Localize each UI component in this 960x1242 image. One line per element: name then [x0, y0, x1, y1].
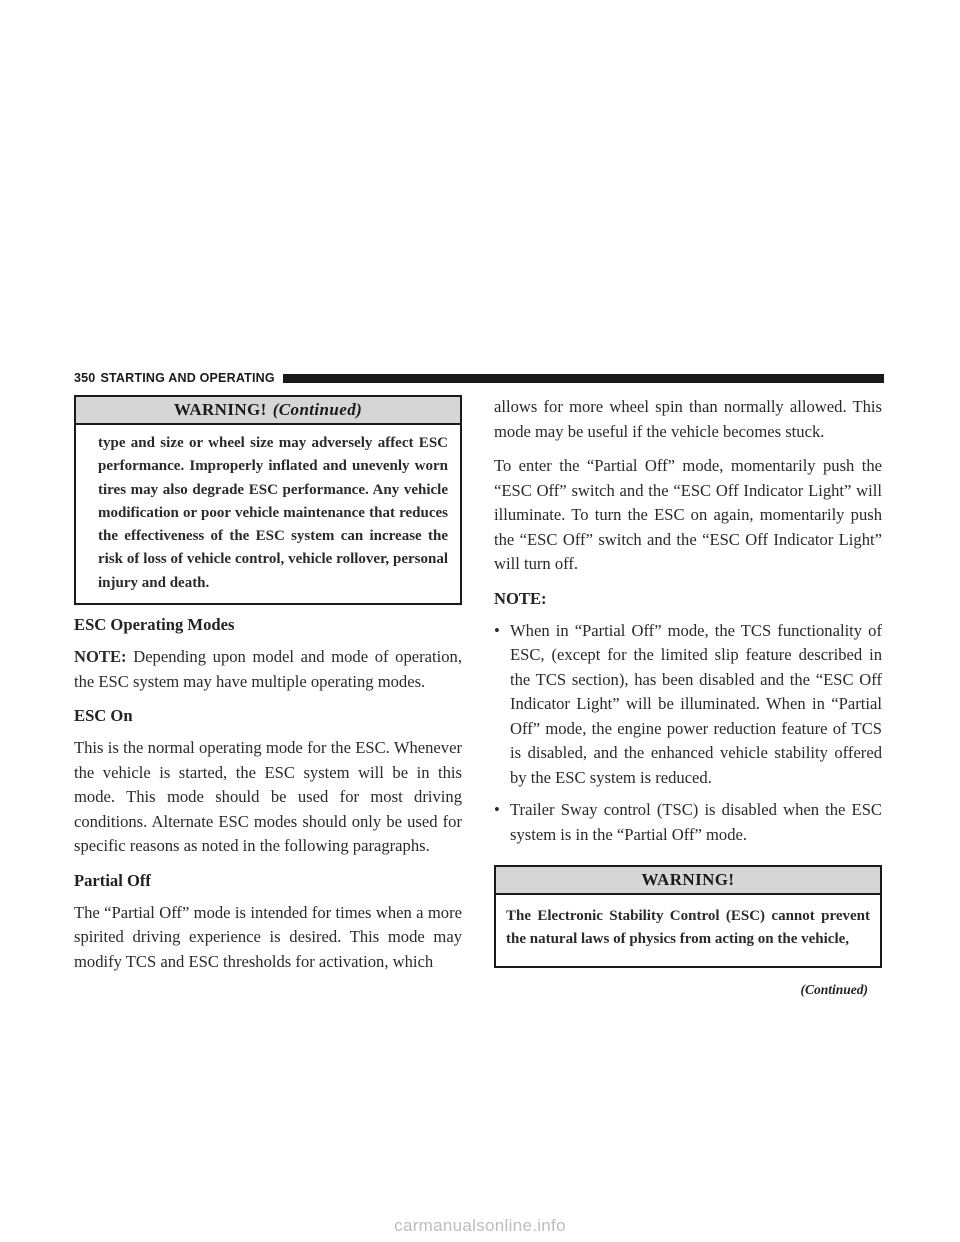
note-paragraph: [74, 645, 462, 694]
esc-operating-modes-heading: ESC Operating Modes: [74, 615, 235, 635]
bullet-icon: •: [494, 620, 500, 640]
bullet-text: Trailer Sway control (TSC) is disabled when the ESC system is in the “Partial Off” mode.: [510, 800, 882, 844]
enter-partial-off-paragraph: To enter the “Partial Off” mode, momentarily push the “ESC Off” switch and the “ESC Off Indicator Light” will illuminate. To turn the ESC on again, momentarily push the “ESC Off” switch and the “ESC Off Indicator Light” will turn off.: [494, 456, 882, 573]
note-text: Depending upon model and mode of operation, the ESC system may have multiple operating modes.: [74, 647, 462, 691]
bullet-text: When in “Partial Off” mode, the TCS functionality of ESC, (except for the limited slip feature described in the TCS section), has been disabled and the “ESC Off Indicator Light” will be illuminated. When in “Partial Off” mode, the engine power reduction feature of TCS is disabled, and the enhanced vehicle stability offered by the ESC system is reduced.: [510, 620, 882, 787]
warning-text: The Electronic Stability Control (ESC) cannot prevent the natural laws of physics from acting on the vehicle,: [506, 908, 870, 948]
partial-off-heading: Partial Off: [74, 870, 151, 890]
partial-off-paragraph: The “Partial Off” mode is intended for times when a more spirited driving experience is desired. This mode may modify TCS and ESC thresholds for activation, which: [74, 902, 462, 971]
bullet-icon: •: [494, 800, 500, 819]
note-bullet-list: [494, 619, 882, 848]
warning-title: WARNING!: [173, 400, 267, 419]
continued-label: (Continued): [800, 981, 868, 997]
list-item: [494, 798, 882, 847]
warning-header: [76, 397, 460, 425]
page-header: [74, 370, 884, 386]
page-number: 350: [74, 371, 96, 385]
warning-box-continued: [74, 395, 462, 605]
warning-continued-label: (Continued): [272, 400, 363, 419]
warning-header: WARNING!: [496, 867, 880, 895]
section-title: STARTING AND OPERATING: [100, 371, 275, 385]
warning-text: type and size or wheel size may adversely affect ESC performance. Improperly inflated and unevenly worn tires may also degrade ESC performance. Any vehicle modification or poor vehicle maintenance that reduces the effectiveness of the ESC system can increase the risk of loss of vehicle control, vehicle rollover, personal injury and death.: [98, 435, 448, 591]
left-column: [74, 395, 462, 984]
warning-box: [494, 865, 882, 968]
header-rule: [283, 374, 884, 383]
esc-on-heading: ESC On: [74, 706, 133, 726]
esc-on-paragraph: This is the normal operating mode for the ESC. Whenever the vehicle is started, the ESC system will be in this mode. This mode should be used for most driving conditions. Alternate ESC modes should only be used for specific reasons as noted in the following paragraphs.: [74, 738, 462, 856]
wheel-spin-paragraph: allows for more wheel spin than normally allowed. This mode may be useful if the vehicle becomes stuck.: [494, 397, 882, 441]
note-heading: NOTE:: [494, 588, 547, 608]
right-column: [494, 395, 882, 998]
list-item: [494, 619, 882, 791]
watermark: carmanualsonline.info: [394, 1216, 566, 1235]
note-label: NOTE:: [74, 647, 127, 667]
